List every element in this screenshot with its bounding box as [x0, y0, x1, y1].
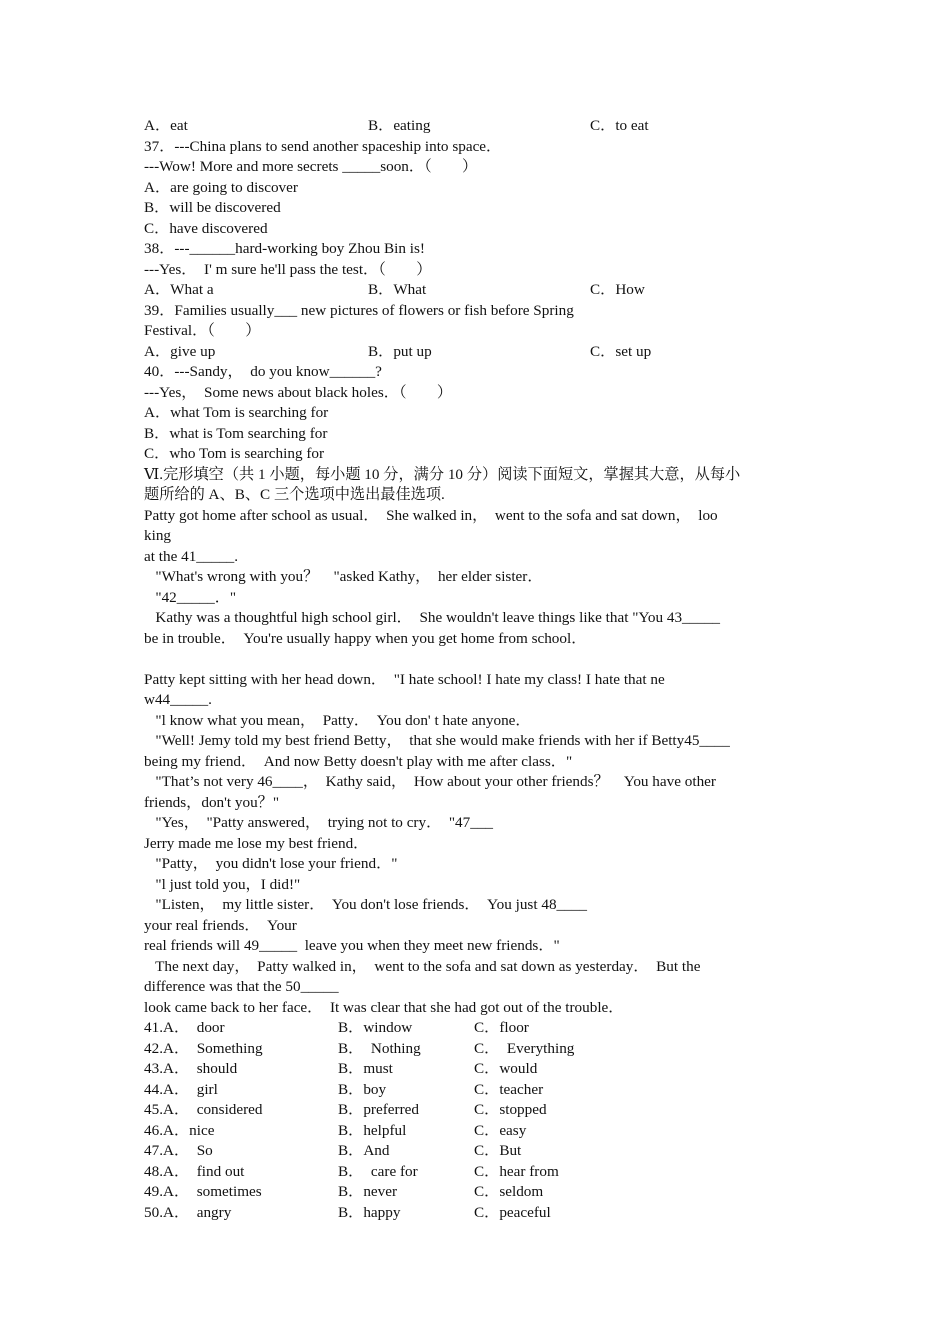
q39-option-b: B．put up	[368, 342, 432, 360]
q40-option-c: C．who Tom is searching for	[144, 445, 325, 462]
cloze-option-b: B．must	[338, 1060, 393, 1077]
q38-option-b: B．What	[368, 281, 427, 298]
passage-line: "That’s not very 46____， Kathy said， How about your other friends？ You have other	[144, 773, 716, 790]
cloze-option-a: 41.A． door	[144, 1019, 225, 1036]
passage-line: Patty got home after school as usual． She walked in， went to the sofa and sat down， loo	[144, 506, 718, 524]
q36-option-a: A．eat	[144, 117, 188, 134]
passage-line: Kathy was a thoughtful high school girl． She wouldn't leave things like that "You 43_____	[144, 609, 721, 626]
cloze-option-c: C．easy	[474, 1121, 527, 1139]
q36-options	[144, 116, 809, 137]
passage-line: "42_____．"	[144, 588, 237, 606]
cloze-option-row	[144, 1059, 809, 1080]
passage-line: "What's wrong with you？ "asked Kathy， her elder sister．	[144, 568, 543, 585]
q37-option-b: B．will be discovered	[144, 199, 281, 216]
passage-line: "Yes， "Patty answered， trying not to cry． "47___	[144, 814, 494, 831]
passage-line: "Well! Jemy told my best friend Betty， that she would make friends with her if Betty45____	[144, 732, 730, 749]
q36-option-c: C．to eat	[590, 117, 649, 134]
q37-option-a: A．are going to discover	[144, 178, 298, 196]
passage-line: difference was that the 50_____	[144, 978, 339, 995]
cloze-option-a: 45.A． considered	[144, 1101, 263, 1118]
cloze-option-b: B．And	[338, 1142, 390, 1159]
cloze-option-c: C．peaceful	[474, 1203, 551, 1221]
cloze-option-a: 43.A． should	[144, 1060, 238, 1077]
q37-stem: 37．---China plans to send another spaceship into space．	[144, 137, 502, 155]
q39-options	[144, 342, 809, 363]
q39-option-c: C．set up	[590, 342, 652, 360]
passage-line: w44_____.	[144, 691, 212, 708]
cloze-option-row	[144, 1141, 809, 1162]
passage-line: real friends will 49_____ leave you when they meet new friends．"	[144, 937, 560, 954]
q39-option-a: A．give up	[144, 342, 216, 360]
passage-line	[144, 649, 809, 670]
cloze-option-row	[144, 1080, 809, 1101]
cloze-option-a: 49.A． sometimes	[144, 1183, 262, 1200]
q37-option-c: C．have discovered	[144, 219, 268, 237]
cloze-option-a: 50.A． angry	[144, 1203, 232, 1221]
passage-line: Patty kept sitting with her head down． "I hate school! I hate my class! I hate that ne	[144, 670, 665, 688]
q40-reply: ---Yes， Some news about black holes．（ ）	[144, 383, 453, 401]
q38-option-a: A．What a	[144, 281, 214, 298]
passage-line: be in trouble． You're usually happy when you get home from school．	[144, 629, 587, 647]
q38-option-c: C．How	[590, 281, 645, 298]
cloze-option-a: 44.A． girl	[144, 1080, 218, 1098]
cloze-option-a: 46.A．nice	[144, 1121, 215, 1139]
cloze-passage	[144, 506, 809, 1019]
cloze-option-c: C．But	[474, 1142, 522, 1159]
q40-option-a: A．what Tom is searching for	[144, 404, 329, 421]
q38-stem: 38．---______hard-working boy Zhou Bin is!	[144, 240, 425, 257]
cloze-option-row	[144, 1182, 809, 1203]
passage-line: "l just told you，I did!"	[144, 875, 301, 893]
q40-option-b: B．what is Tom searching for	[144, 424, 328, 442]
cloze-option-c: C．stopped	[474, 1101, 547, 1118]
passage-line: Jerry made me lose my best friend．	[144, 834, 369, 852]
cloze-option-c: C．floor	[474, 1019, 529, 1036]
section-6-heading	[144, 465, 809, 506]
cloze-option-c: C．would	[474, 1060, 538, 1077]
cloze-option-b: B． care for	[338, 1162, 418, 1180]
q40-stem: 40．---Sandy， do you know______?	[144, 363, 382, 380]
cloze-option-b: B．boy	[338, 1080, 387, 1098]
q39-stem-line-2: Festival．（ ）	[144, 322, 261, 339]
question-39	[144, 301, 809, 363]
section-6-heading-line-2: 题所给的 A、B、C 三个选项中选出最佳选项.	[144, 486, 445, 503]
passage-line: "Listen， my little sister． You don't lose friends． You just 48____	[144, 896, 587, 913]
passage-line: look came back to her face． It was clear that she had got out of the trouble．	[144, 998, 624, 1016]
cloze-option-c: C．hear from	[474, 1162, 559, 1180]
passage-line: "l know what you mean， Patty． You don' t hate anyone．	[144, 711, 531, 729]
cloze-option-b: B．preferred	[338, 1101, 419, 1118]
cloze-option-c: C． Everything	[474, 1039, 575, 1057]
cloze-option-a: 47.A． So	[144, 1142, 213, 1159]
cloze-option-row	[144, 1039, 809, 1060]
cloze-option-a: 48.A． find out	[144, 1162, 245, 1180]
exam-page	[144, 116, 809, 1223]
cloze-option-b: B．window	[338, 1019, 413, 1036]
q39-stem-line-1: 39．Families usually___ new pictures of flowers or fish before Spring	[144, 301, 574, 319]
cloze-option-row	[144, 1018, 809, 1039]
section-6-heading-line-1: Ⅵ.完形填空（共 1 小题，每小题 10 分，满分 10 分）阅读下面短文，掌握其大意，从每小	[144, 465, 741, 483]
cloze-option-c: C．teacher	[474, 1080, 544, 1098]
passage-line: The next day， Patty walked in， went to the sofa and sat down as yesterday． But the	[144, 957, 701, 975]
passage-line: being my friend． And now Betty doesn't play with me after class．"	[144, 752, 573, 770]
question-38	[144, 239, 809, 301]
cloze-option-b: B．never	[338, 1183, 398, 1200]
cloze-option-row	[144, 1162, 809, 1183]
question-40	[144, 362, 809, 465]
passage-line: at the 41_____.	[144, 547, 239, 565]
q37-reply: ---Wow! More and more secrets _____soon．（ ）	[144, 158, 478, 175]
cloze-option-row	[144, 1100, 809, 1121]
q38-options	[144, 280, 809, 301]
cloze-option-a: 42.A． Something	[144, 1039, 263, 1057]
question-37	[144, 137, 809, 240]
passage-line: your real friends． Your	[144, 916, 297, 934]
cloze-options-list	[144, 1018, 809, 1223]
cloze-option-row	[144, 1121, 809, 1142]
q36-option-b: B．eating	[368, 117, 431, 134]
cloze-option-c: C．seldom	[474, 1183, 544, 1200]
cloze-option-row	[144, 1203, 809, 1224]
q38-reply: ---Yes． I' m sure he'll pass the test．（ ）	[144, 260, 432, 278]
cloze-option-b: B．happy	[338, 1203, 401, 1221]
passage-line: king	[144, 527, 172, 544]
passage-line: "Patty， you didn't lose your friend．"	[144, 855, 398, 872]
passage-line: friends，don't you？"	[144, 793, 280, 811]
cloze-option-b: B．helpful	[338, 1121, 407, 1139]
cloze-option-b: B． Nothing	[338, 1039, 421, 1057]
